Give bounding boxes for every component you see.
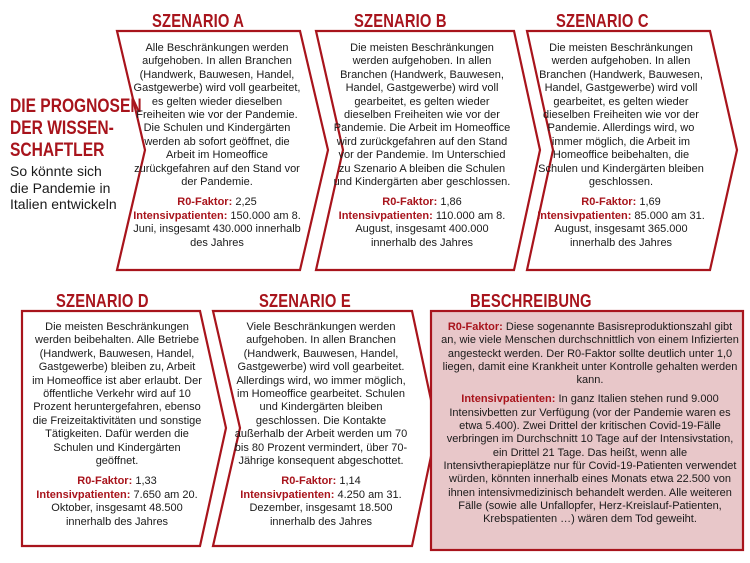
scenario-c-icu-value: 85.000 am 31. August, insgesamt 365.000 innerhalb des Jahres: [554, 209, 705, 249]
scenario-b-stats: [333, 196, 511, 250]
description-r0-text: Diese sogenannte Basisreproduktionszahl gibt an, wie viele Menschen durchschnittlich von einem Infizierten angesteckt werden. Der R0-Faktor sollte deutlich unter 1,0 liegen, damit eine Krankheit unter Kontrolle gehalten werden kann.: [441, 321, 739, 387]
scenario-d-panel: [32, 321, 202, 529]
scenario-c-stats: [537, 196, 705, 250]
scenario-e-title: SZENARIO E: [259, 291, 351, 311]
scenario-d-r0-value: 1,33: [135, 475, 157, 488]
scenario-a-title: SZENARIO A: [152, 11, 245, 31]
scenario-d-icu-value: 7.650 am 20. Oktober, insgesamt 48.500 innerhalb des Jahres: [51, 488, 198, 528]
scenario-d-r0-label: R0-Faktor:: [77, 475, 133, 488]
scenario-b-title: SZENARIO B: [354, 11, 447, 31]
description-r0-label: R0-Faktor:: [447, 321, 503, 333]
scenario-e-text: Viele Beschränkungen werden aufgehoben. In allen Branchen (Handwerk, Bauwesen, Handel, Gastgewerbe) wird voll gearbeitet. Allerdings wird, wo immer möglich, im Homeoffice gearbeitet. Schulen und Kindergärten bleiben geschlossen. Die Kontakte außerhalb der Arbeit werden um 70 bis 80 Prozent vermindert, über 70-Jährige konsequent abgeschottet.: [234, 321, 408, 468]
scenario-c-panel: [537, 42, 705, 250]
scenario-e-r0-value: 1,14: [339, 475, 361, 488]
description-icu: [440, 393, 740, 526]
scenario-e-r0-label: R0-Faktor:: [281, 475, 337, 488]
scenario-c-r0-label: R0-Faktor:: [581, 196, 637, 209]
scenario-c-text: Die meisten Beschränkungen werden aufgehoben. In allen Branchen (Handwerk, Bauwesen, Handel, Gastgewerbe) wird voll gearbeitet, es gelten wieder dieselben Freiheiten wie vor der Pandemie. Allerdings wird, wo immer möglich, die Arbeit im Homeoffice beibehalten, die Schulen und Kindergärten bleiben geschlossen.: [538, 42, 704, 189]
scenario-a-panel: [132, 42, 302, 250]
scenario-d-stats: [32, 475, 202, 529]
description-r0: [440, 321, 740, 387]
scenario-b-icu-label: Intensivpatienten:: [338, 209, 433, 222]
description-title: BESCHREIBUNG: [470, 291, 592, 311]
scenario-d-icu-label: Intensivpatienten:: [36, 488, 131, 501]
scenario-c-r0-value: 1,69: [639, 196, 661, 209]
scenario-d-text: Die meisten Beschränkungen werden beibehalten. Alle Betriebe (Handwerk, Bauwesen, Handel, Gastgewerbe) bleiben zu, Arbeit im Homeoffice ist aber erlaubt. Der öffentliche Verkehr wird auf 10 Prozent heruntergefahren, ebenso die Freizeitaktivitäten und sonstige Tätigkeiten. Dafür werden die Schulen und Kindergärten geöffnet.: [32, 321, 202, 468]
scenario-e-panel: [232, 321, 410, 529]
scenario-a-stats: [132, 196, 302, 250]
description-icu-text: In ganz Italien stehen rund 9.000 Intensivbetten zur Verfügung (vor der Pandemie waren es etwa 5.400). Zwei Drittel der kritischen Covid-19-Fälle verbringen im Durchschnitt 10 Tage auf der Intensivstation, ein Drittel 21 Tage. Das heißt, wenn alle Intensivtherapieplätze nur für Covid-19-Patienten verwendet würden, könnten innerhalb eines Monats etwa 22.500 von ihnen intensivmedizinisch behandelt werden. Alle weiteren Fälle (sowie alle Unfallopfer, Herz-Kreislauf-Patienten, Krebspatienten …) wären dem Tod geweiht.: [443, 393, 737, 526]
scenario-a-text: Alle Beschränkungen werden aufgehoben. In allen Branchen (Handwerk, Bauwesen, Handel, Gastgewerbe) wird voll gearbeitet, es gelten wieder dieselben Freiheiten wie vor der Pandemie. Die Schulen und Kindergärten werden ab sofort geöffnet, die Arbeit im Homeoffice zurückgefahren auf den Stand vor der Pandemie.: [133, 42, 301, 189]
scenario-d-title: SZENARIO D: [56, 291, 149, 311]
scenario-b-panel: [333, 42, 511, 250]
main-heading: DIE PROGNOSEN DER WISSEN- SCHAFTLER: [10, 96, 142, 161]
scenario-a-icu-label: Intensivpatienten:: [133, 209, 228, 222]
scenario-c-icu-label: Intensivpatienten:: [537, 209, 632, 222]
scenario-c-title: SZENARIO C: [556, 11, 649, 31]
scenario-a-icu-value: 150.000 am 8. Juni, insgesamt 430.000 innerhalb des Jahres: [133, 209, 301, 249]
scenario-b-text: Die meisten Beschränkungen werden aufgehoben. In allen Branchen (Handwerk, Bauwesen, Handel, Gastgewerbe) wird voll gearbeitet, es gelten wieder dieselben Freiheiten wie vor der Pandemie. Die Arbeit im Homeoffice wird zurückgefahren auf den Stand vor der Pandemie. Im Unterschied zu Szenario A bleiben die Schulen und Kindergärten aber geschlossen.: [333, 42, 511, 189]
description-icu-label: Intensivpatienten:: [461, 393, 556, 406]
scenario-a-r0-label: R0-Faktor:: [177, 196, 233, 209]
scenario-e-icu-label: Intensivpatienten:: [240, 488, 335, 501]
scenario-b-r0-label: R0-Faktor:: [382, 196, 438, 209]
scenario-e-icu-value: 4.250 am 31. Dezember, insgesamt 18.500 innerhalb des Jahres: [249, 488, 402, 528]
description-panel: [440, 321, 740, 526]
scenario-b-r0-value: 1,86: [440, 196, 462, 209]
main-subheading: So könnte sich die Pandemie in Italien entwickeln: [10, 163, 117, 212]
scenario-b-icu-value: 110.000 am 8. August, insgesamt 400.000 innerhalb des Jahres: [355, 209, 506, 249]
scenario-a-r0-value: 2,25: [235, 196, 257, 209]
scenario-e-stats: [232, 475, 410, 529]
